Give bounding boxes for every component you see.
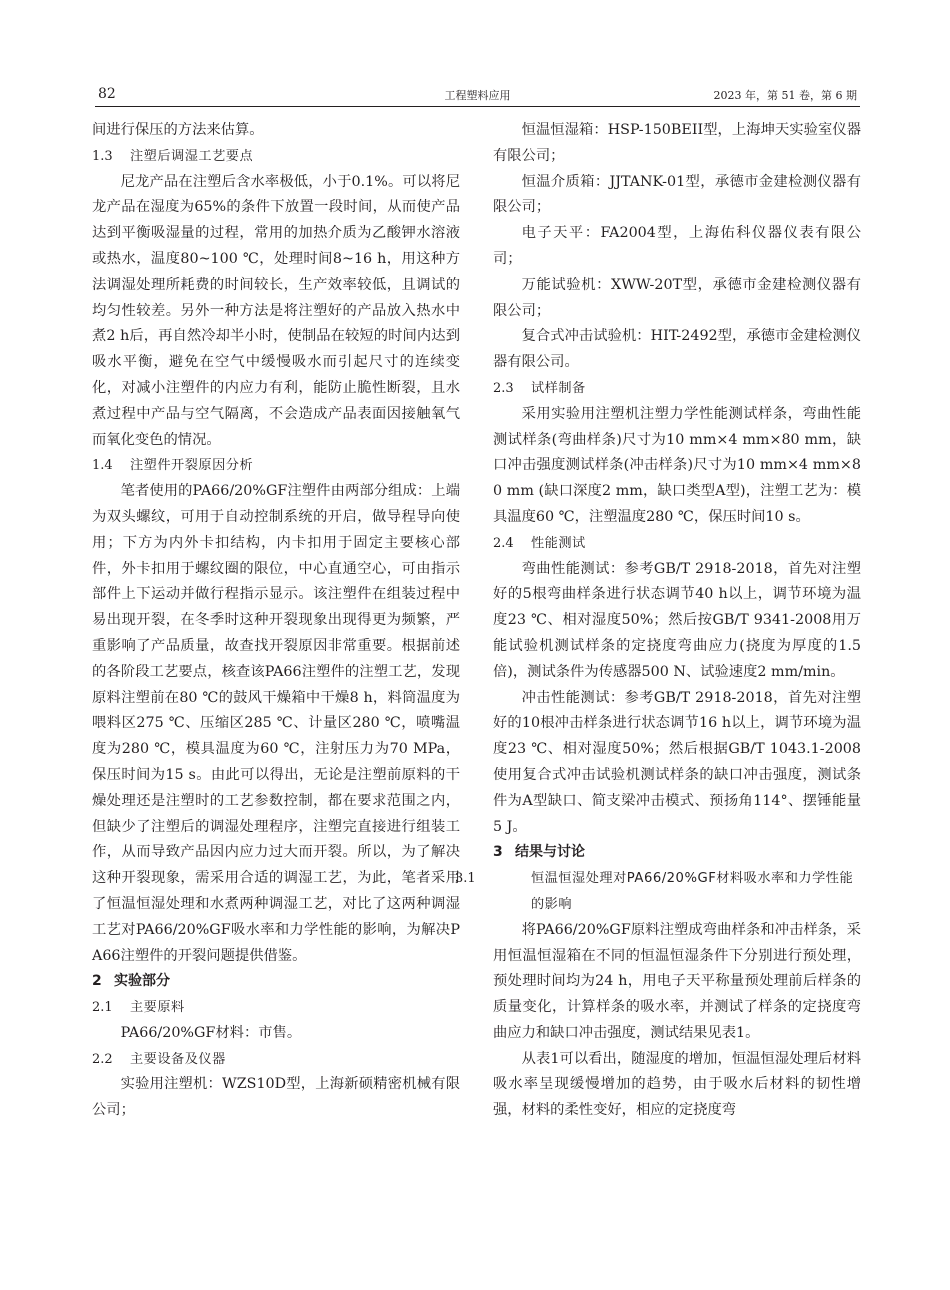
- paragraph: 笔者使用的PA66/20%GF注塑件由两部分组成：上端为双头螺纹，可用于自动控制系统的开启，做导程导向使用；下方为内外卡扣结构，内卡扣用于固定主要核心部件，外卡扣用于螺纹圈的限位，中心直通空心，可由指示部件上下运动并做行程指示显示。该注塑件在组装过程中易出现开裂，在冬季时这种开裂现象出现得更为频繁，严重影响了产品质量，故查找开裂原因非常重要。根据前述的各阶段工艺要点，核查该PA66注塑件的注塑工艺，发现原料注塑前在80 ℃的鼓风干燥箱中干燥8 h，料筒温度为喂料区275 ℃、压缩区285 ℃、计量区280 ℃，喷嘴温度为280 ℃，模具温度为60 ℃，注射压力为70 MPa，保压时间为15 s。由此可以得出，无论是注塑前原料的干燥处理还是注塑时的工艺参数控制，都在要求范围之内，但缺少了注塑后的调湿处理程序，注塑完直接进行组装工作，从而导致产品因内应力过大而开裂。所以，为了解决这种开裂现象，需采用合适的调湿工艺，为此，笔者采用了恒温恒湿处理和水煮两种调湿工艺，对比了这两种调湿工艺对PA66/20%GF吸水率和力学性能的影响，为解决PA66注塑件的开裂问题提供借鉴。: [92, 483, 460, 964]
- section-2-2-heading: [92, 1047, 460, 1073]
- section-1-3-heading: [92, 144, 460, 170]
- left-column: [92, 118, 460, 1124]
- paragraph: 从表1可以看出，随湿度的增加，恒温恒湿处理后材料吸水率呈现缓慢增加的趋势，由于吸水后材料的韧性增强，材料的柔性变好，相应的定挠度弯: [493, 1050, 861, 1119]
- right-column: [455, 118, 861, 1124]
- equipment-item: 恒温介质箱：JJTANK-01型，承德市金建检测仪器有限公司；: [493, 173, 861, 216]
- section-2-3-heading: [493, 376, 861, 402]
- section-number: 2.3: [493, 380, 514, 396]
- section-number: 3.1: [455, 871, 476, 887]
- paragraph: 冲击性能测试：参考GB/T 2918-2018，首先对注塑好的10根冲击样条进行状态调节16 h以上，调节环境为温度23 ℃、相对湿度50%；然后根据GB/T 1043.1-2008使用复合式冲击试验机测试样条的缺口冲击强度，测试条件为A型缺口、简支梁冲击模式、预扬角114°、摆锤能量5 J。: [493, 689, 861, 835]
- section-number: 2.1: [92, 1000, 113, 1016]
- section-3-1-heading: [455, 866, 861, 918]
- section-number: 2.4: [493, 535, 514, 551]
- section-number: 1.3: [92, 148, 113, 164]
- section-number: 1.4: [92, 458, 113, 474]
- equipment-item: 万能试验机：XWW-20T型，承德市金建检测仪器有限公司；: [493, 276, 861, 319]
- section-2-4-heading: [493, 531, 861, 557]
- section-title: 注塑件开裂原因分析: [130, 458, 254, 474]
- journal-name: 工程塑料应用: [444, 89, 511, 102]
- page-number: 82: [98, 86, 116, 102]
- section-number: 2: [92, 973, 102, 990]
- paragraph: 尼龙产品在注塑后含水率极低，小于0.1%。可以将尼龙产品在湿度为65%的条件下放置一段时间，从而使产品达到平衡吸湿量的过程，常用的加热介质为乙酸钾水溶液或热水，温度80~100 ℃，处理时间8~16 h，用这种方法调湿处理所耗费的时间较长，生产效率较低，且调试的均匀性较差。另外一种方法是将注塑好的产品放入热水中煮2 h后，再自然冷却半小时，使制品在较短的时间内达到吸水平衡，避免在空气中缓慢吸水而引起尺寸的连续变化，对减小注塑件的内应力有利，能防止脆性断裂，且水煮过程中产品与空气隔离，不会造成产品表面因接触氧气而氧化变色的情况。: [92, 173, 460, 448]
- section-title: 实验部分: [114, 973, 170, 990]
- paragraph-continuation: 间进行保压的方法来估算。: [92, 122, 264, 138]
- section-title: 结果与讨论: [515, 844, 585, 861]
- equipment-item: 电子天平：FA2004型，上海佑科仪器仪表有限公司；: [493, 225, 861, 267]
- equipment-item: 实验用注塑机：WZS10D型，上海新硕精密机械有限公司；: [92, 1076, 460, 1119]
- section-2-1-heading: [92, 995, 460, 1021]
- section-title: 恒温恒湿处理对PA66/20%GF材料吸水率和力学性能的影响: [531, 871, 854, 912]
- equipment-item: 恒温恒湿箱：HSP-150BEII型，上海坤天实验室仪器有限公司；: [493, 122, 861, 164]
- section-title: 试样制备: [531, 380, 586, 396]
- section-1-4-heading: [92, 453, 460, 479]
- section-title: 主要原料: [130, 1000, 185, 1016]
- section-3-heading: [493, 840, 861, 866]
- paragraph: 将PA66/20%GF原料注塑成弯曲样条和冲击样条，采用恒温恒湿箱在不同的恒温恒湿条件下分别进行预处理，预处理时间均为24 h，用电子天平称量预处理前后样条的质量变化，计算样条的吸水率，并测试了样条的定挠度弯曲应力和缺口冲击强度，测试结果见表1。: [493, 921, 861, 1041]
- section-title: 注塑后调湿工艺要点: [130, 148, 254, 164]
- section-number: 3: [493, 844, 503, 861]
- section-number: 2.2: [92, 1051, 113, 1067]
- issue-info: 2023 年，第 51 卷，第 6 期: [713, 89, 857, 102]
- equipment-item: 复合式冲击试验机：HIT-2492型，承德市金建检测仪器有限公司。: [493, 328, 861, 371]
- section-title: 主要设备及仪器: [130, 1051, 226, 1067]
- paragraph: PA66/20%GF材料：市售。: [120, 1024, 302, 1041]
- page-header: [95, 84, 860, 107]
- paragraph: 采用实验用注塑机注塑力学性能测试样条，弯曲性能测试样条(弯曲样条)尺寸为10 mm×4 mm×80 mm，缺口冲击强度测试样条(冲击样条)尺寸为10 mm×4 mm×80 mm (缺口深度2 mm，缺口类型A型)，注塑工艺为：模具温度60 ℃，注塑温度280 ℃，保压时间10 s。: [493, 405, 861, 525]
- section-title: 性能测试: [531, 535, 586, 551]
- section-2-heading: [92, 969, 460, 995]
- paragraph: 弯曲性能测试：参考GB/T 2918-2018，首先对注塑好的5根弯曲样条进行状态调节40 h以上，调节环境为温度23 ℃、相对湿度50%；然后按GB/T 9341-2008用万能试验机测试样条的定挠度弯曲应力(挠度为厚度的1.5倍)，测试条件为传感器500 N、试验速度2 mm/min。: [493, 560, 861, 680]
